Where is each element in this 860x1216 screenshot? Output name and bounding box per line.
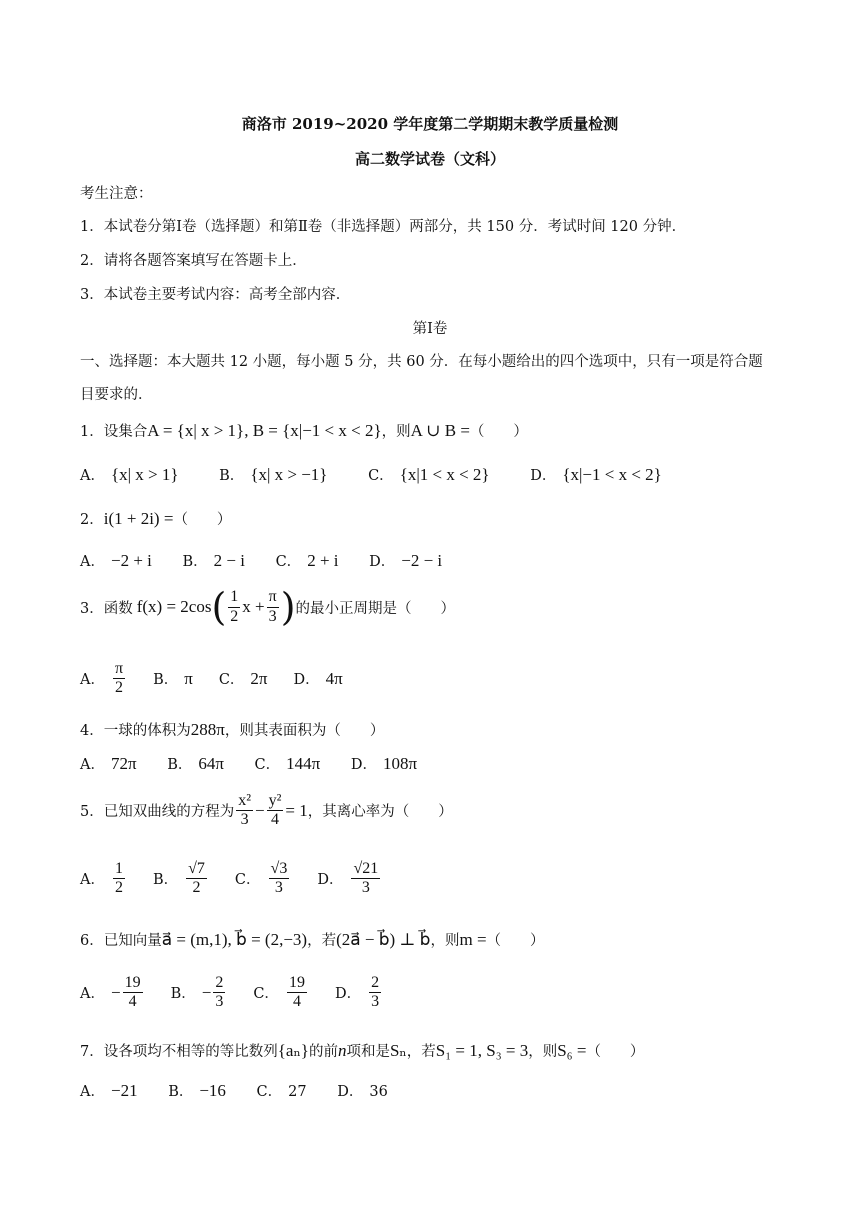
question-7 — [80, 1040, 644, 1061]
section-intro-line1: 一、选择题：本大题共 12 小题，每小题 5 分，共 60 分．在每小题给出的四个选项中，只有一项是符合题 — [80, 354, 763, 370]
answer-bracket: （ ） — [586, 1044, 645, 1060]
question-6-options — [80, 974, 409, 1012]
question-math: 288π — [190, 720, 225, 739]
question-math: m = — [459, 930, 487, 949]
question-text: 设集合 — [103, 424, 148, 440]
option-d: D． 4π — [293, 669, 343, 689]
section-intro-line2: 目要求的． — [80, 387, 153, 403]
answer-bracket: （ ） — [326, 723, 385, 739]
question-2-options — [80, 550, 468, 571]
question-number: 5． — [80, 804, 104, 821]
question-text: 一球的体积为 — [103, 723, 191, 739]
left-paren: ( — [211, 585, 227, 629]
option-a: A． $\frac{1}{2}$ — [80, 860, 123, 897]
question-math: {aₙ} — [277, 1041, 309, 1060]
question-4 — [80, 719, 384, 740]
question-text: 已知向量 — [103, 933, 162, 949]
option-a: A． 72π — [80, 754, 137, 773]
question-text: ，则其表面积为 — [224, 723, 327, 739]
question-1 — [80, 420, 528, 441]
option-d: D． {x|−1 < x < 2} — [530, 465, 662, 484]
question-5-options — [80, 860, 408, 898]
fraction: $\frac{1}{2}$ — [230, 588, 239, 625]
option-c: C． {x|1 < x < 2} — [368, 465, 490, 484]
question-text: ，则 — [381, 424, 411, 440]
question-math: a⃗ = (m,1), b⃗ = (2,−3) — [161, 930, 308, 949]
option-a: A． −21 — [80, 1081, 138, 1100]
right-paren: ) — [280, 585, 296, 629]
option-b: B． − $\frac{2}{3}$ — [170, 974, 224, 1011]
option-a: A． {x| x > 1} — [80, 465, 179, 484]
option-c: C． 27 — [256, 1084, 307, 1100]
question-number: 2． — [80, 512, 104, 528]
question-math: A = {x| x > 1}, B = {x|−1 < x < 2} — [147, 421, 382, 440]
document-title: 商洛市 2019~2020 学年度第二学期期末教学质量检测 — [241, 115, 619, 133]
question-2 — [80, 508, 231, 529]
question-math: Sₙ — [389, 1041, 407, 1060]
fraction: $\frac{\pi}{3}$ — [268, 588, 277, 625]
question-5 — [80, 792, 453, 830]
question-text: 的前 — [308, 1044, 338, 1060]
option-d: D． 108π — [350, 754, 418, 773]
question-text: ，则 — [430, 933, 460, 949]
question-1-options — [80, 464, 688, 485]
option-c: C． $\frac{√3}{3}$ — [234, 860, 288, 897]
option-a: A． − $\frac{19}{4}$ — [80, 974, 141, 1011]
fraction: $\frac{\text{x²}}{3}$ — [238, 792, 252, 829]
answer-bracket: （ ） — [173, 512, 232, 528]
question-math: (2a⃗ − b⃗) ⊥ b⃗ — [336, 930, 431, 949]
question-number: 3． — [80, 600, 104, 617]
answer-bracket: （ ） — [397, 600, 456, 617]
question-math: = 1 — [285, 800, 308, 820]
option-d: D． −2 − i — [369, 551, 443, 570]
document-subtitle: 高二数学试卷（文科） — [354, 150, 505, 168]
answer-bracket: （ ） — [486, 933, 545, 949]
option-b: B． π — [153, 669, 193, 689]
question-text: 的最小正周期是 — [295, 600, 398, 617]
option-d: D． $\frac{2}{3}$ — [334, 974, 380, 1011]
question-text: 已知双曲线的方程为 — [103, 804, 235, 821]
question-number: 6． — [80, 933, 104, 949]
question-number: 4． — [80, 723, 104, 739]
question-text: ，若 — [406, 1044, 436, 1060]
question-text: ，其离心率为 — [307, 804, 395, 821]
question-math: f(x) = 2cos — [136, 597, 212, 616]
notice-item-3: 3．本试卷主要考试内容：高考全部内容． — [80, 287, 351, 303]
question-math: S₆ = — [557, 1041, 587, 1060]
question-math: S₁ = 1, S₃ = 3 — [435, 1041, 529, 1060]
fraction: $\frac{\text{y²}}{4}$ — [268, 792, 282, 829]
question-math: x + — [242, 597, 265, 616]
question-3 — [80, 585, 456, 629]
question-math: A ∪ B = — [410, 421, 470, 440]
option-d: D． 36 — [337, 1084, 388, 1100]
option-c: C． 2 + i — [275, 551, 339, 570]
question-number: 1． — [80, 424, 104, 440]
notice-item-2: 2．请将各题答案填写在答题卡上． — [80, 253, 307, 269]
question-text: 设各项均不相等的等比数列 — [103, 1044, 278, 1060]
section-title: 第Ⅰ卷 — [412, 321, 448, 337]
question-text: 函数 — [103, 600, 133, 617]
option-c: C． 144π — [254, 754, 321, 773]
question-7-options — [80, 1080, 414, 1101]
notice-item-1: 1．本试卷分第Ⅰ卷（选择题）和第Ⅱ卷（非选择题）两部分，共 150 分．考试时间 120 分钟． — [80, 219, 687, 235]
question-6 — [80, 929, 545, 950]
minus-sign: − — [255, 800, 265, 820]
option-b: B． 2 − i — [182, 551, 245, 570]
option-a: A． $\frac{\pi}{2}$ — [80, 660, 124, 697]
option-b: B． 64π — [167, 754, 224, 773]
answer-bracket: （ ） — [469, 424, 528, 440]
question-number: 7． — [80, 1044, 104, 1060]
question-4-options — [80, 753, 443, 774]
question-text: 项和是 — [346, 1044, 390, 1060]
question-3-options — [80, 660, 369, 698]
option-d: D． $\frac{√21}{3}$ — [317, 860, 379, 897]
option-c: C． $\frac{19}{4}$ — [253, 974, 305, 1011]
option-c: C． 2π — [218, 669, 268, 689]
question-math: i(1 + 2i) = — [103, 509, 174, 528]
option-a: A． −2 + i — [80, 551, 152, 570]
notice-heading: 考生注意： — [80, 186, 153, 202]
question-text: ，若 — [307, 933, 337, 949]
question-text: ，则 — [528, 1044, 558, 1060]
answer-bracket: （ ） — [394, 804, 453, 821]
question-math: n — [337, 1041, 347, 1060]
option-b: B． {x| x > −1} — [219, 465, 328, 484]
option-b: B． −16 — [168, 1081, 226, 1100]
option-b: B． $\frac{√7}{2}$ — [152, 860, 205, 897]
